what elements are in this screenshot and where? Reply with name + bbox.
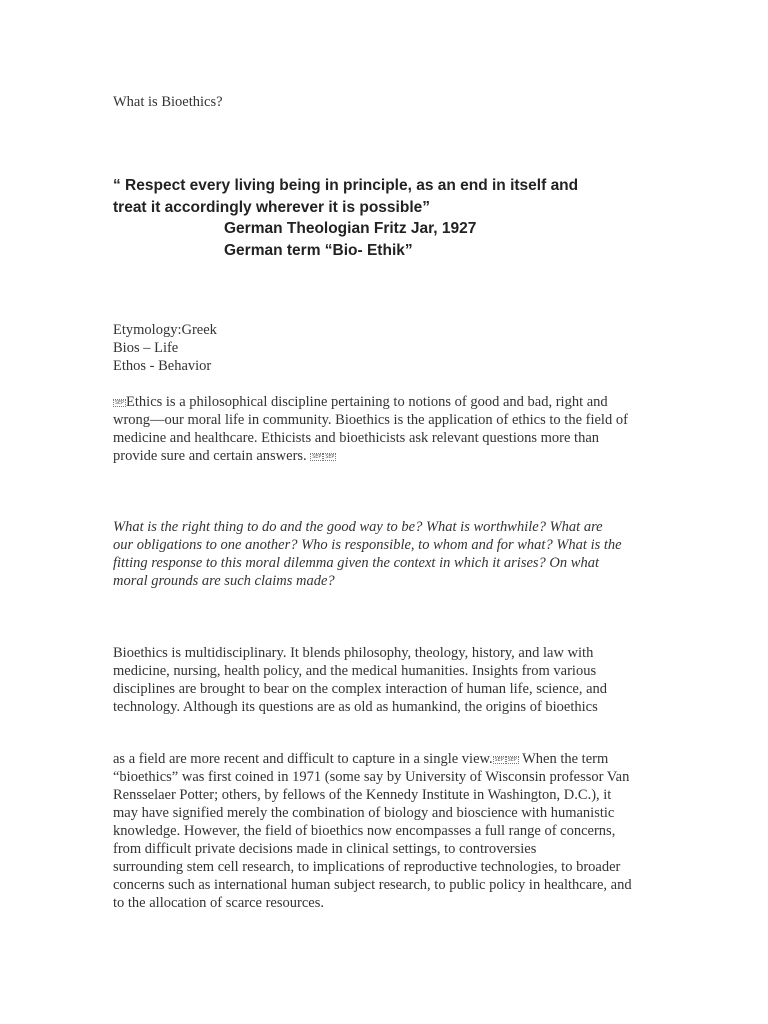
paragraph-line: surrounding stem cell research, to implications of reproductive technologies, to broader	[113, 859, 621, 875]
separator-marker: SEP	[115, 400, 125, 406]
quote-attribution: German Theologian Fritz Jar, 1927	[224, 220, 477, 237]
separator-marker: SEP	[312, 454, 322, 460]
paragraph-line: moral grounds are such claims made?	[113, 573, 335, 589]
paragraph-line: Rensselaer Potter; others, by fellows of the Kennedy Institute in Washington, D.C.), it	[113, 787, 612, 803]
paragraph-line: knowledge. However, the field of bioethics now encompasses a full range of concerns,	[113, 823, 616, 839]
separator-marker: SEP	[325, 454, 335, 460]
paragraph-line: as a field are more recent and difficult to capture in a single view. SEP SEP When the term	[113, 751, 609, 767]
paragraph-ethics	[113, 393, 658, 465]
etymology-block	[113, 321, 217, 375]
paragraph-line: fitting response to this moral dilemma given the context in which it arises? On what	[113, 555, 599, 571]
paragraph-line: wrong—our moral life in community. Bioethics is the application of ethics to the field of	[113, 412, 628, 428]
paragraph-line: Bioethics is multidisciplinary. It blends philosophy, theology, history, and law with	[113, 645, 594, 661]
paragraph-history	[113, 750, 658, 912]
paragraph-line: medicine and healthcare. Ethicists and bioethicists ask relevant questions more than	[113, 430, 600, 446]
paragraph-questions	[113, 518, 658, 590]
paragraph-line: technology. Although its questions are as old as humankind, the origins of bioethics	[113, 699, 598, 715]
separator-marker: SEP	[507, 757, 517, 763]
etymology-bios: Bios – Life	[113, 340, 179, 356]
paragraph-line: SEP Ethics is a philosophical discipline pertaining to notions of good and bad, right and	[115, 394, 608, 410]
paragraph-line: disciplines are brought to bear on the complex interaction of human life, science, and	[113, 681, 608, 697]
paragraph-line: to the allocation of scarce resources.	[113, 895, 324, 911]
quote-line-2: treat it accordingly wherever it is possible”	[113, 198, 430, 216]
paragraph-line: may have signified merely the combination of biology and bioscience with humanistic	[113, 805, 615, 821]
quote-term: German term “Bio- Ethik”	[224, 241, 413, 259]
paragraph-line: from difficult private decisions made in clinical settings, to controversies	[113, 841, 537, 857]
paragraph-line: concerns such as international human subject research, to public policy in healthcare, and	[113, 877, 632, 893]
quote-line-1: “ Respect every living being in principle, as an end in itself and	[113, 177, 579, 194]
paragraph-line: our obligations to one another? Who is responsible, to whom and for what? What is the	[113, 537, 622, 553]
document-title: What is Bioethics?	[113, 94, 223, 110]
paragraph-line: provide sure and certain answers. SEP SEP	[113, 448, 335, 464]
paragraph-line: “bioethics” was first coined in 1971 (some say by University of Wisconsin professor Van	[113, 769, 630, 785]
paragraph-line: What is the right thing to do and the good way to be? What is worthwhile? What are	[113, 519, 603, 535]
etymology-ethos: Ethos - Behavior	[113, 358, 212, 374]
separator-marker: SEP	[494, 757, 504, 763]
paragraph-line: medicine, nursing, health policy, and the medical humanities. Insights from various	[113, 663, 597, 679]
paragraph-multidisciplinary	[113, 644, 658, 716]
quote-block	[113, 175, 673, 261]
etymology-heading: Etymology:Greek	[113, 322, 217, 338]
